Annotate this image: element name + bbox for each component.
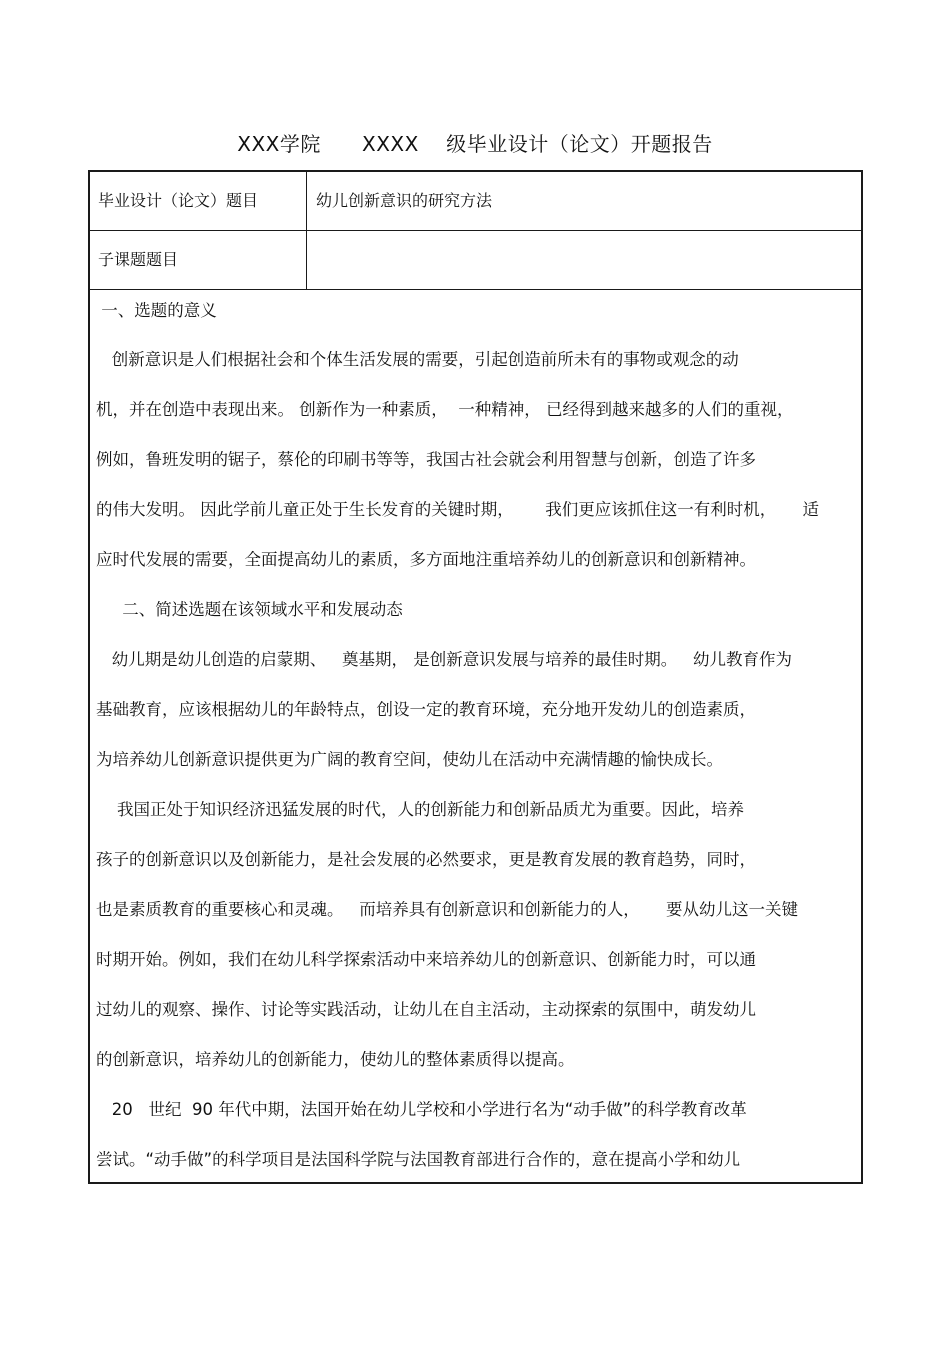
- subtopic-label: 子课题题目: [98, 250, 179, 269]
- topic-label: 毕业设计（论文）题目: [98, 191, 259, 210]
- topic-value: 幼儿创新意识的研究方法: [316, 191, 493, 210]
- body-line: 孩子的创新意识以及创新能力，是社会发展的必然要求，更是教育发展的教育趋势，同时，: [96, 850, 756, 869]
- body-line: 的伟大发明。 因此学前儿童正处于生长发育的关键时期， 我们更应该抓住这一有利时机， 适: [96, 500, 819, 519]
- body-line: 过幼儿的观察、操作、讨论等实践活动，让幼儿在自主活动，主动探索的氛围中，萌发幼儿: [96, 1000, 756, 1019]
- body-line: 创新意识是人们根据社会和个体生活发展的需要，引起创造前所未有的事物或观念的动: [96, 350, 739, 369]
- body-line: 幼儿期是幼儿创造的启蒙期、 奠基期， 是创新意识发展与培养的最佳时期。 幼儿教育作为: [96, 650, 792, 669]
- body-line: 我国正处于知识经济迅猛发展的时代，人的创新能力和创新品质尤为重要。因此，培养: [96, 800, 744, 819]
- body-line: 20 世纪 90 年代中期，法国开始在幼儿学校和小学进行名为“动手做”的科学教育改革: [96, 1100, 747, 1119]
- report-table: [88, 170, 863, 1184]
- section-heading-significance: 一、选题的意义: [96, 301, 217, 320]
- body-line: 为培养幼儿创新意识提供更为广阔的教育空间，使幼儿在活动中充满情趣的愉快成长。: [96, 750, 723, 769]
- body-line: 例如，鲁班发明的锯子，蔡伦的印刷书等等，我国古社会就会利用智慧与创新，创造了许多: [96, 450, 756, 469]
- topic-row: [90, 172, 861, 231]
- body-line: 的创新意识，培养幼儿的创新能力，使幼儿的整体素质得以提高。: [96, 1050, 575, 1069]
- subtopic-row: [90, 231, 861, 290]
- body-line: 尝试。“动手做”的科学项目是法国科学院与法国教育部进行合作的，意在提高小学和幼儿: [96, 1150, 741, 1169]
- section-heading-trends: 二、简述选题在该领域水平和发展动态: [96, 600, 403, 619]
- body-line: 也是素质教育的重要核心和灵魂。 而培养具有创新意识和创新能力的人， 要从幼儿这一关键: [96, 900, 798, 919]
- body-line: 应时代发展的需要，全面提高幼儿的素质，多方面地注重培养幼儿的创新意识和创新精神。: [96, 550, 756, 569]
- body-line: 基础教育，应该根据幼儿的年龄特点，创设一定的教育环境，充分地开发幼儿的创造素质，: [96, 700, 756, 719]
- body-line: 时期开始。例如，我们在幼儿科学探索活动中来培养幼儿的创新意识、创新能力时，可以通: [96, 950, 756, 969]
- column-divider: [306, 172, 307, 289]
- body-line: 机，并在创造中表现出来。 创新作为一种素质， 一种精神， 已经得到越来越多的人们的重视，: [96, 400, 794, 419]
- page-title: XXX学院 XXXX 级毕业设计（论文）开题报告: [237, 132, 713, 156]
